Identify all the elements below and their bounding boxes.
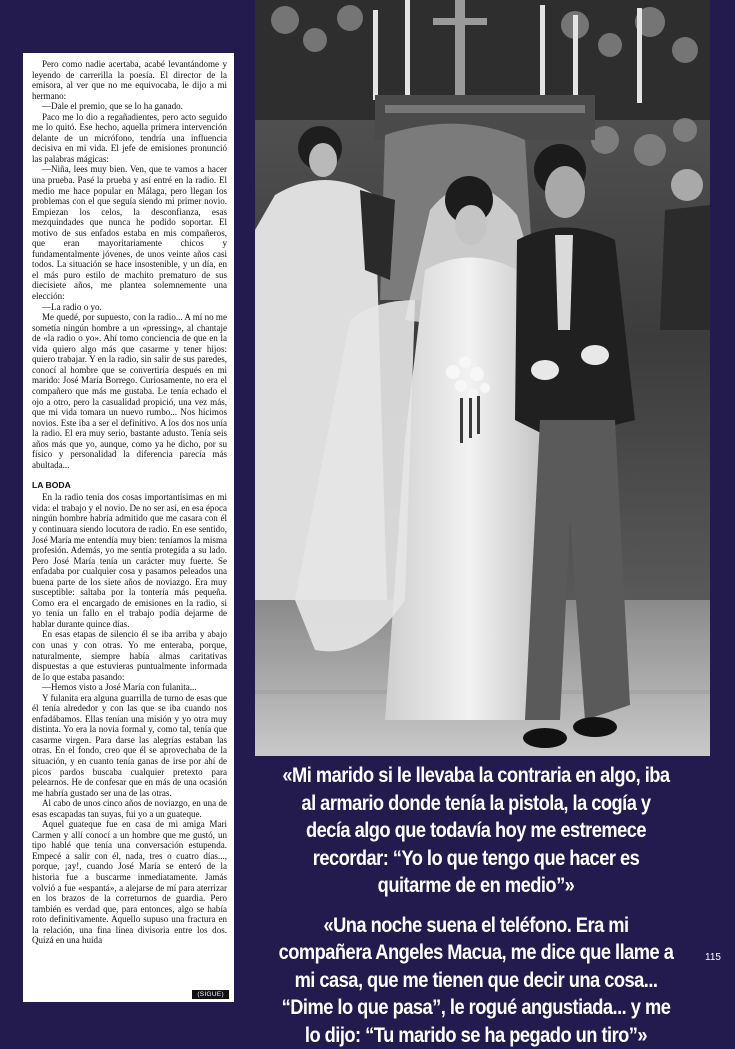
wedding-photo	[255, 0, 710, 756]
page-number: 115	[705, 952, 721, 963]
pull-quote: «Una noche suena el teléfono. Era mi compañera Angeles Macua, me dice que llame a mi casa, que me tienen que decir una cosa... “Dime lo que pasa”, le rogué angustiada... y me lo dijo: “Tu marido se ha pegado un tiro”»	[278, 912, 675, 1049]
article-paragraph: En la radio tenía dos cosas importantísimas en mi vida: el trabajo y el novio. De no ser así, en esa época ningún hombre habría admitido que me casara con él y continuara siendo locutora de radio. En ese sentido, José María me entendía muy bien: teníamos la misma profesión. Además, yo me sentía protegida a su lado. Pero José María tenía un carácter muy fuerte. Se enfadaba por cualquier cosa y pasamos peleados una buena parte de los siete años de noviazgo. Era muy susceptible: saltaba por la tontería más pequeña. Como era el encargado de emisiones en la radio, si yo tenía un fallo en el trabajo podía dejarme de hablar durante quince días.	[32, 492, 227, 629]
article-paragraph: En esas etapas de silencio él se iba arriba y abajo con unas y con otras. Yo me enteraba, porque, naturalmente, siempre había almas caritativas dispuestas a que estuvieras puntualmente informada de lo que estaba pasando:	[32, 629, 227, 682]
article-paragraph: Paco me lo dio a regañadientes, pero acto seguido me lo quitó. Ese hecho, aquella primera intervención delante de un micrófono, tendría una influencia decisiva en mi vida. El jefe de emisiones pronunció las palabras mágicas:	[32, 112, 227, 165]
article-paragraph: —La radio o yo.	[32, 302, 227, 313]
section-heading: LA BODA	[32, 480, 227, 490]
continue-label: (SIGUE)	[192, 990, 229, 999]
article-paragraph: Aquel guateque fue en casa de mi amiga Mari Carmen y allí conocí a un hombre que me gustó, un tipo hablé que tenía una conversación estupenda. Empecé a salir con él, nada, tres o cuatro días..., porque, ¡ay!, cuando José María se enteró de la historia fue a buscarme inmediatamente. Jamás volvió a fue «espantá», a alejarse de mí para aterrizar en los brazos de la correturnos de guardia. Pero también es verdad que, para entonces, algo se había roto definitivamente. Aquello supuso una fractura en la relación, una fina línea divisoria entre los dos. Quizá en una huida	[32, 819, 227, 946]
article-paragraph: Y fulanita era alguna guarrilla de turno de esas que él tenía alrededor y con las que se iba cuando nos enfadábamos. Ellas tenían una misión y yo otra muy distinta. Yo era la novia formal y, como tal, tenía que casarme virgen. Para darse las alegrías estaban las otras. En el fondo, creo que él se aprovechaba de la situación, y en cuanto tenía ganas de irse por ahí de picos pardos buscaba cualquier pretexto para pelearnos. He de confesar que en más de una ocasión me habría gustado ser una de las otras.	[32, 693, 227, 798]
article-text-column	[23, 53, 234, 1002]
pull-quote: «Mi marido si le llevaba la contraria en algo, iba al armario donde tenía la pistola, la cogía y decía algo que todavía hoy me estremece recordar: “Yo lo que tengo que hacer es quitarme de en medio”»	[278, 762, 675, 900]
article-paragraph: —Hemos visto a José María con fulanita...	[32, 682, 227, 693]
article-paragraph: Al cabo de unos cinco años de noviazgo, en una de esas escapadas tan suyas, fui yo a un guateque.	[32, 798, 227, 819]
article-paragraph: Pero como nadie acertaba, acabé levantándome y leyendo de carrerilla la poesía. El director de la emisora, al ver que no me equivocaba, le dijo a mi hermano:	[32, 59, 227, 101]
article-paragraph: —Niña, lees muy bien. Ven, que te vamos a hacer una prueba. Pasé la prueba y así entré en la radio. El medio me hace popular en Málaga, pero llegan los problemas con el que seguía siendo mi primer novio. Empiezan los celos, la desconfianza, esas mezquindades que nunca he podido soportar. El motivo de sus enfados estaba en mis compañeros, que eran mayoritariamente chicos y fundamentalmente jóvenes, de unos veinte años casi todos. La situación se hace insostenible, y un día, en el más puro estilo de machito prematuro de sus diecisiete años, me plantea solemnemente una elección:	[32, 164, 227, 301]
article-paragraph: Me quedé, por supuesto, con la radio... A mí no me sometía ningún hombre a un «pressing», al chantaje de «la radio o yo». Ahí tomo conciencia de que en la vida quiero algo más que casarme y tener hijos: quiero trabajar. Y en la radio, sin salir de sus paredes, conocí al hombre que se convertiría después en mi marido: José María Borrego. Curiosamente, no era el compañero que más me gustaba. Le tenía echado el ojo a otro, pero la casualidad propició, una vez más, que mi vida tomara un nuevo rumbo... Nos hicimos novios. Este iba a ser el definitivo. A los dos nos unía la radio. El era muy serio, bastante adusto. Tenía seis años más que yo, aunque, como ya he dicho, por su físico y personalidad la diferencia parecía más abultada...	[32, 312, 227, 470]
article-paragraph: —Dale el premio, que se lo ha ganado.	[32, 101, 227, 112]
pull-quotes	[248, 762, 704, 1049]
